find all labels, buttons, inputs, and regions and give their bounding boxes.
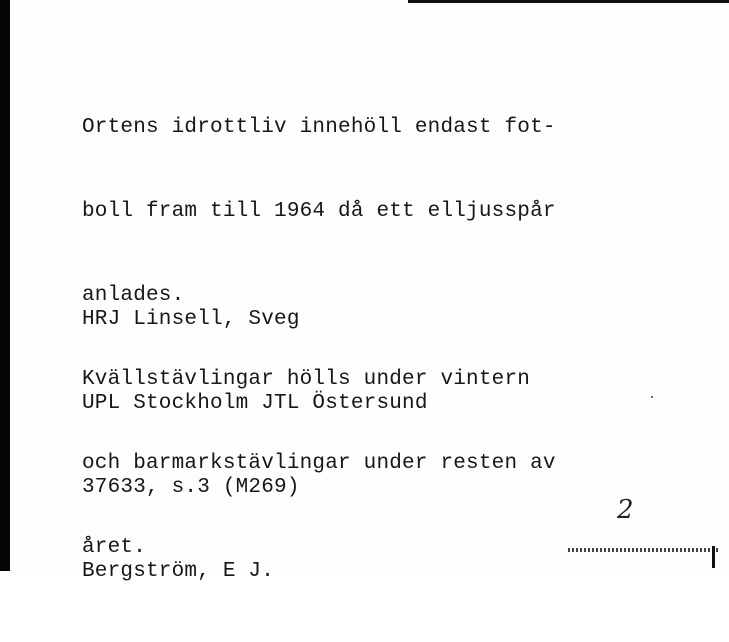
reference-line: 37633, s.3 (M269) — [82, 476, 300, 499]
scan-corner-mark — [712, 546, 715, 568]
reference-line: HRJ Linsell, Sveg — [82, 308, 300, 331]
body-line: boll fram till 1964 då ett elljusspår — [82, 200, 556, 223]
body-line: året. — [82, 536, 147, 559]
body-line: och barmarkstävlingar under resten av — [82, 452, 556, 475]
scan-speck — [651, 396, 653, 398]
scan-left-edge — [0, 0, 10, 571]
body-line: Ortens idrottliv innehöll endast fot- — [82, 116, 556, 139]
scan-top-edge — [408, 0, 729, 3]
scan-bottom-edge — [568, 548, 718, 552]
body-line: anlades. — [82, 284, 185, 307]
reference-line: UPL Stockholm JTL Östersund — [82, 392, 428, 415]
body-line: Kvällstävlingar hölls under vintern — [82, 368, 531, 391]
reference-line: Bergström, E J. — [82, 560, 275, 583]
card-reference-text — [82, 250, 428, 642]
handwritten-page-number: 2 — [617, 495, 634, 525]
